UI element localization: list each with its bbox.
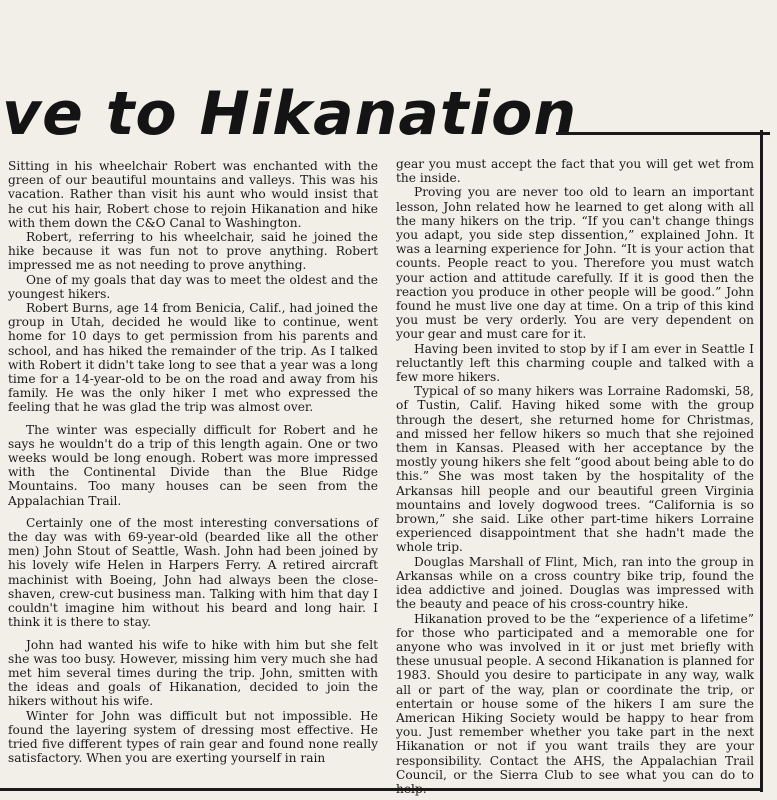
paragraph: Typical of so many hikers was Lorraine Radomski, 58, of Tustin, Calif. Having hiked some with the group through the desert, she returned home for Christmas, and missed her fellow hikers so much that she rejoined them in Kansas. Pleased with her acceptance by the mostly young hikers she felt “good about being able to do this.” She was most taken by the hospitality of the Arkansas hill people and our beautiful green Virginia mountains and lovely dogwood trees. “California is so brown,” she said. Like other part-time hikers Lorraine experienced disappointment that she hadn't made the whole trip. [396, 384, 754, 555]
paragraph: gear you must accept the fact that you will get wet from the inside. [396, 157, 754, 186]
paragraph: Douglas Marshall of Flint, Mich, ran into the group in Arkansas while on a cross country bike trip, found the idea addictive and joined. Douglas was impressed with the beauty and peace of his cross-country hike. [396, 554, 754, 612]
paragraph: Certainly one of the most interesting conversations of the day was with 69-year-old (bearded like all the other men) John Stout of Seattle, Wash. John had been joined by his lovely wife Helen in Harpers Ferry. A retired aircraft machinist with Boeing, John had always been the close-shaven, crew-cut business man. Talking with him that day I couldn't imagine him without his beard and long hair. I think it is there to stay. [8, 515, 378, 630]
paragraph: John had wanted his wife to hike with him but she felt she was too busy. However, missing him very much she had met him several times during the trip. John, smitten with the ideas and goals of Hikanation, decided to join the hikers without his wife. [8, 637, 378, 709]
paragraph: Winter for John was difficult but not impossible. He found the layering system of dressing most effective. He tried five different types of rain gear and found none really satisfactory. When you are exerting yourself in rain [8, 708, 378, 766]
paragraph: Robert, referring to his wheelchair, said he joined the hike because it was fun not to prove anything. Robert impressed me as not needing to prove anything. [8, 230, 378, 273]
right-column [396, 157, 754, 796]
paragraph: Hikanation proved to be the “experience of a lifetime” for those who participated and a memorable one for anyone who was involved in it or just met briefly with these unusual people. A second Hikanation is planned for 1983. Should you desire to participate in any way, walk all or part of the way, plan or coordinate the trip, or entertain or house some of the hikers I am sure the American Hiking Society would be happy to hear from you. Just remember whether you take part in the next Hikanation or not if you want trails they are your responsibility. Contact the AHS, the Appalachian Trail Council, or the Sierra Club to see what you can do to help. [396, 611, 754, 796]
headline-rule [556, 132, 770, 135]
paragraph: Robert Burns, age 14 from Benicia, Calif., had joined the group in Utah, decided he would like to continue, went home for 10 days to get permission from his parents and school, and has hiked the remainder of the trip. As I talked with Robert it didn't take long to see that a year was a long time for a 14-year-old to be on the road and away from his family. He was the only hiker I met who expressed the feeling that he was glad the trip was almost over. [8, 301, 378, 415]
paragraph: Proving you are never too old to learn an important lesson, John related how he learned to get along with all the many hikers on the trip. “If you can't change things you adapt, you side step dissention,” explained John. It was a learning experience for John. “It is your action that counts. People react to you. Therefore you must watch your action and attitude carefully. If it is good then the reaction you produce in other people will be good.” John found he must live one day at time. On a trip of this kind you must be very orderly. You are very dependent on your gear and must care for it. [396, 185, 754, 342]
paragraph: The winter was especially difficult for Robert and he says he wouldn't do a trip of this length again. One or two weeks would be long enough. Robert was more impressed with the Continental Divide than the Blue Ridge Mountains. Too many houses can be seen from the Appalachian Trail. [8, 422, 378, 508]
paragraph: Having been invited to stop by if I am ever in Seattle I reluctantly left this charming couple and talked with a few more hikers. [396, 341, 754, 385]
headline: ve to Hikanation [2, 79, 578, 149]
left-column [8, 159, 378, 765]
paragraph: Sitting in his wheelchair Robert was enchanted with the green of our beautiful mountains and valleys. This was his vacation. Rather than visit his aunt who would insist that he cut his hair, Robert chose to rejoin Hikanation and hike with them down the C&O Canal to Washington. [8, 159, 378, 230]
right-border-rule [760, 130, 763, 792]
paragraph: One of my goals that day was to meet the oldest and the youngest hikers. [8, 272, 378, 301]
